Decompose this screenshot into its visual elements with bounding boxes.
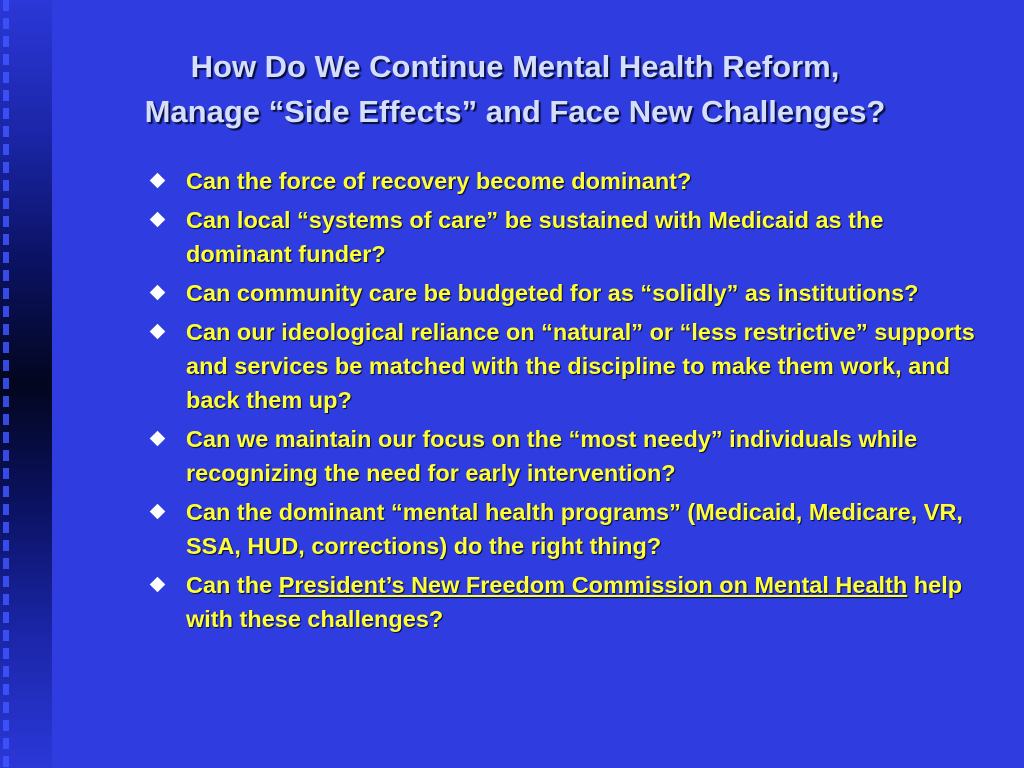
bullet-text-with-link <box>186 572 962 632</box>
diamond-bullet-icon <box>150 504 166 520</box>
bullet-suffix: help with these challenges? <box>186 572 963 632</box>
bullet-text: Can our ideological reliance on “natural” or “less restrictive” supports and services be matched with the discipline to make them work, and back them up? <box>186 319 975 413</box>
bullet-item <box>150 276 990 310</box>
bullet-text: Can the force of recovery become dominant? <box>186 168 692 194</box>
bullet-item <box>150 422 990 490</box>
diamond-bullet-icon <box>150 173 166 189</box>
diamond-bullet-icon <box>150 577 166 593</box>
bullet-item <box>150 315 990 417</box>
bullet-text: Can the dominant “mental health programs” (Medicaid, Medicare, VR, SSA, HUD, corrections) do the right thing? <box>186 499 963 559</box>
bullet-item <box>150 495 990 563</box>
slide-title <box>60 44 970 134</box>
left-decorative-bar <box>0 0 52 768</box>
bullet-text: Can local “systems of care” be sustained with Medicaid as the dominant funder? <box>186 207 884 267</box>
diamond-bullet-icon <box>150 285 166 301</box>
commission-link[interactable]: President’s New Freedom Commission on Mental Health <box>278 572 908 598</box>
bullet-item <box>150 568 990 636</box>
bullet-text: Can we maintain our focus on the “most needy” individuals while recognizing the need for early intervention? <box>186 426 918 486</box>
diamond-bullet-icon <box>150 324 166 340</box>
bullet-item <box>150 203 990 271</box>
bullet-list <box>150 164 990 641</box>
bullet-text: Can community care be budgeted for as “solidly” as institutions? <box>186 280 919 306</box>
bullet-prefix: Can the <box>186 572 279 598</box>
left-dash-column <box>3 0 9 768</box>
bullet-item <box>150 164 990 198</box>
diamond-bullet-icon <box>150 431 166 447</box>
diamond-bullet-icon <box>150 212 166 228</box>
title-line-1: How Do We Continue Mental Health Reform, <box>190 49 840 84</box>
title-line-2: Manage “Side Effects” and Face New Challenges? <box>144 94 886 129</box>
